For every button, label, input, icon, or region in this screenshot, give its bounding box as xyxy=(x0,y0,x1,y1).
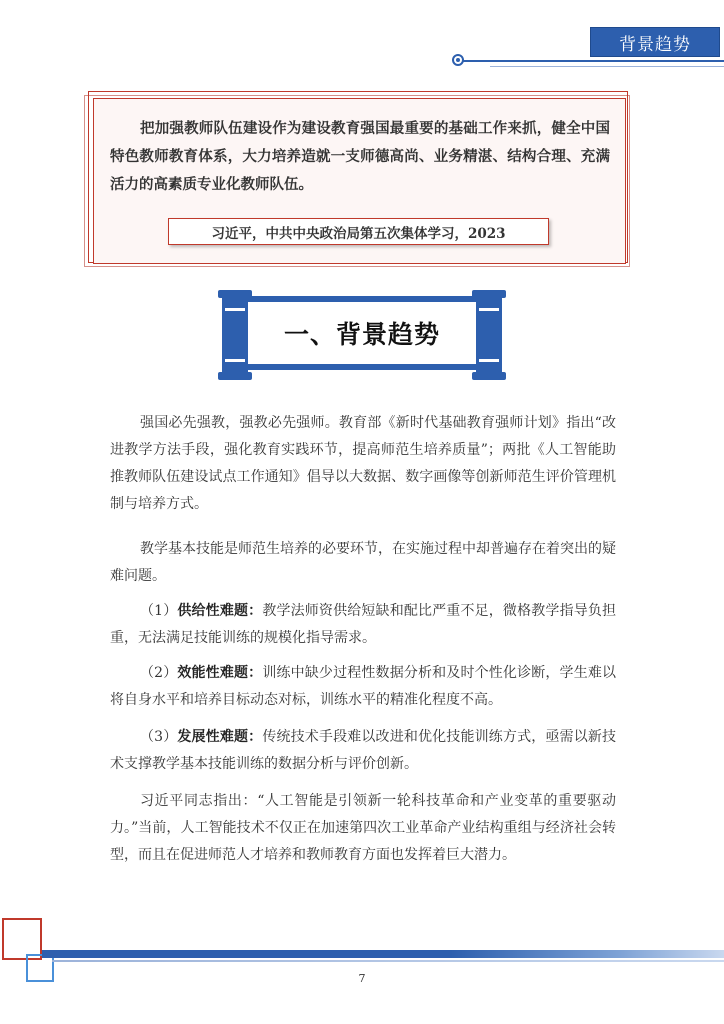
header-circle-ornament xyxy=(452,54,464,66)
paragraph-2: 教学基本技能是师范生培养的必要环节，在实施过程中却普遍存在着突出的疑难问题。 xyxy=(110,541,616,584)
header-rule xyxy=(460,60,724,62)
development-problem-label: 发展性难题： xyxy=(177,729,263,745)
footer-rule xyxy=(42,950,724,958)
quote-source-label: 习近平，中共中央政治局第五次集体学习，2023 xyxy=(168,218,549,245)
page-number: 7 xyxy=(358,972,366,985)
efficiency-problem-label: 效能性难题： xyxy=(177,665,263,681)
paragraph-efficiency-problem: （2）效能性难题：训练中缺少过程性数据分析和及时个性化诊断，学生难以将自身水平和培养目标动态对标，训练水平的精准化程度不高。 xyxy=(110,665,617,708)
paragraph-development-problem: （3）发展性难题：传统技术手段难以改进和优化技能训练方式，亟需以新技术支撑教学基本技能训练的数据分析与评价创新。 xyxy=(110,729,617,772)
banner-right-pillar xyxy=(472,290,506,380)
banner-top-bar xyxy=(238,296,486,302)
section-title: 一、背景趋势 xyxy=(283,320,440,349)
paragraph-6: 习近平同志指出：“人工智能是引领新一轮科技革命和产业变革的重要驱动力。”当前，人工智能技术不仅正在加速第四次工业革命产业结构重组与经济社会转型，而且在促进师范人才培养和教师教育方面也发挥着巨大潜力。 xyxy=(110,793,616,863)
footer-rule-thin xyxy=(52,960,724,962)
header-section-tab: 背景趋势 xyxy=(590,27,720,57)
banner-title-panel xyxy=(258,306,466,360)
section-heading-banner xyxy=(218,290,506,382)
quote-text: 把加强教师队伍建设作为建设教育强国最重要的基础工作来抓，健全中国特色教师教育体系，大力培养造就一支师德高尚、业务精湛、结构合理、充满活力的高素质专业化教师队伍。 xyxy=(110,120,610,193)
paragraph-1: 强国必先强教，强教必先强师。教育部《新时代基础教育强师计划》指出“改进教学方法手段，强化教育实践环节，提高师范生培养质量”；两批《人工智能助推教师队伍建设试点工作通知》倡导以大数据、数字画像等创新师范生评价管理机制与培养方式。 xyxy=(110,415,616,512)
banner-left-pillar xyxy=(218,290,252,380)
paragraph-supply-problem: （1）供给性难题：教学法师资供给短缺和配比严重不足，微格教学指导负担重，无法满足技能训练的规模化指导需求。 xyxy=(110,603,617,646)
header-rule-thin xyxy=(490,66,724,67)
supply-problem-label: 供给性难题： xyxy=(177,603,263,619)
banner-bottom-bar xyxy=(238,364,486,370)
